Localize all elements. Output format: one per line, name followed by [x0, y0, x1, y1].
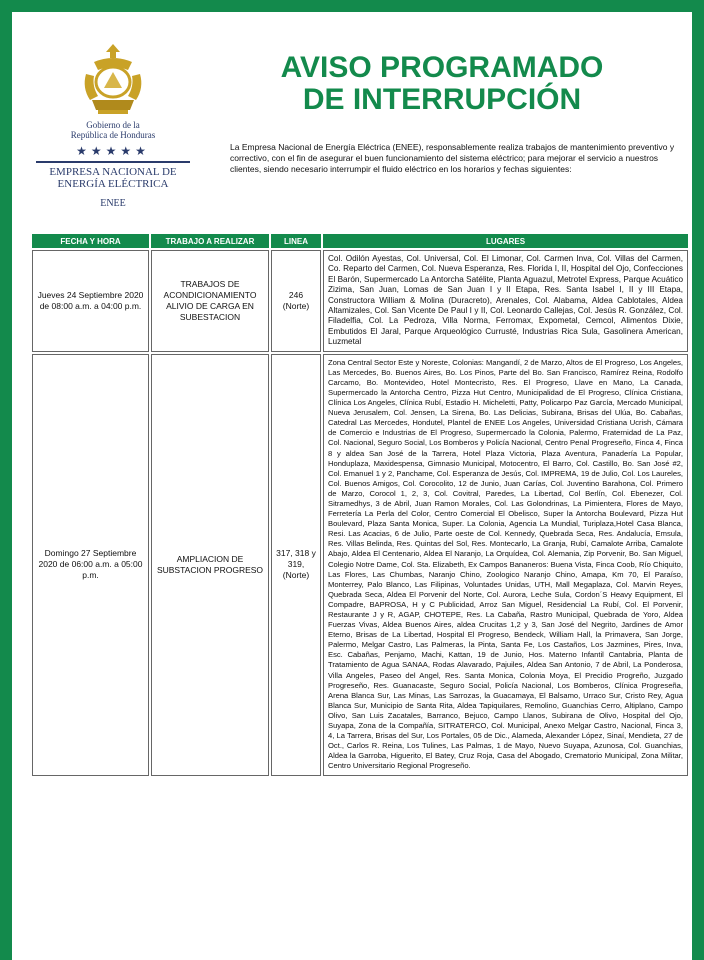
company-line-2: ENERGÍA ELÉCTRICA	[57, 178, 169, 190]
gov-line-2: República de Honduras	[70, 130, 156, 140]
stars-icon: ★★★★★	[76, 144, 150, 158]
row-work: AMPLIACION DE SUBSTACION PROGRESO	[151, 354, 269, 776]
title-line-1: AVISO PROGRAMADO	[280, 51, 604, 84]
row-line: 317, 318 y 319, (Norte)	[271, 354, 321, 776]
title-line-2: DE INTERRUPCIÓN	[302, 83, 582, 116]
schedule-table	[30, 232, 690, 778]
logo-divider	[36, 161, 190, 163]
company-name	[28, 166, 198, 190]
enee-logo	[28, 40, 198, 209]
row-places: Zona Central Sector Este y Noreste, Colonias: Mangandí, 2 de Marzo, Altos de El Progreso, Los Angeles, Las Mercedes, Bo. Buenos Aires, Bo. Los Pinos, Parte del Bo. San Francisco, Ramírez Reina, Rodolfo Carcamo, Bo. Montevideo, Hotel Montecristo, Res. El Progreso, Llave en Mano, La Canada, Supermercado la Antorcha Centro, Pizza Hut Centro, Municipalidad de El Progreso, Clínica Cristiana, Clínica Los Angeles, Clínica Rubí, Estadio H. Micheletti, Patty, Policarpo Paz García, Mercado Municipal, Nueva Jerusalem, Col. Jensen, La Sirena, Bo. Las Delicias, Subirana, Brisas del Ulúa, Bo. Cabañas, Catedral Las Mercedes, Hondutel, Plantel de ENEE Los Angeles, Universidad Cristiana Ucrish, Cámara de Comercio e Industrias de El Progreso, Supermercado la Colonia, Palermo, Fraternidad de La Paz, Col. Nacional, Seguro Social, Los Bomberos y Policía Nacional, Centro Penal Progreseño, Finca 4, Finca 8 y aldea San José de la Tarrera, Hotel Plaza Victoria, Plaza Aventura, Panadería La Popular, Honduplaza, Maxidespensa, Gimnasio Municipal, Motocentro, El Barro, Col. Castillo, Bo. San José #2, Col. Emanuel 1 y 2, Panchame, Col. Esperanza de Jesús, Col. IMPREMA, 19 de Julio, Col. Los Laureles, Col. Buenos Amigos, Col. Corocolito, 12 de Junio, Juan Carías, Col. Juventino Barahona, Col. Primero de Marzo, Corocol 1, 2, 3, Col. Covitral, Paredes, La Libertad, Col Berlín, Col. Ebenezer, Col. Sitramedhys, 3 de Abril, Juan Ramon Morales, Col. Las Golondrinas, La Pimientera, Flores de Mayo, Ferretería La Perla del Color, Centro Comercial El Obelisco, Super la Antorcha Boulevard, Pizza Hut Boulevard, Plaza Santa Monica, Super. La Colonia, Agencia La Mundial, Turiplaza,Hotel Casa Blanca, Resi. Las Acacias, 6 de Julio, Parte oeste de Col. Kennedy, Quebrada Seca, Res. Andalucía, Emsula, Res. Villas Belinda, Res. Quintas del Sol, Res. Montecarlo, La Granja, Rubí, Camalote Arriba, Camalote Abajo, Aldea El Centenario, Aldea El Naranjo, La Orquídea, Col. Alemania, Zip Porvenir, Bo. San Miguel, Colegio Notre Dame, Col. Sta. Elizabeth, Ex Campos Bananeros: Buena Vista, Finca Coob, Río Chiquito, Las Flores, Las Chumbas, Naranjo Chino, Zoologico Naranjo Chino, Amapa, Km 70, El Paraíso, Monterrey, Palo Blanco, Las Filipinas, Voluntades Unidas, UTH, Mall Megaplaza, Col. Marvin Reyes, Quebrada Seca, Aldea El Porvenir del Norte, Col. Aurora, Leche Sula, Cordon´S Heavy Equipment, El Compadre, BAPROSA, H y C Publicidad, Arroz San Miguel, Residencial La Rubí, Col. El Porvenir, Restaurante J y R, AGAP, CHOTEPE, Res. La Cabaña, Rastro Municipal, Quebrada de Yoro, Aldea Fuerzas Vivas, Aldea Buenos Aires, aldea Crucitas 1,2 y 3, San José del Negrito, Jardines de Amor Eterno, Brisas de La Libertad, Hospital El Progreso, Bendeck, William Hall, la Primavera, San Jorge, Palermo, Melgar Castro, Las Palmeras, la Pinta, Santa Fe, Los Castaños, Los Jazmines, Pires, Inva, Esc. Cabañas, Penjamo, Machi, Kattan, 19 de Junio, Hos. Materno Infantil Cantabria, Planta de Tratamiento de Agua SANAA, Rodas Alavarado, Pajuiles, Aldea San Antonio, 7 de Abril, La Ponderosa, Villa Angeles, Paseo del Angel, Res. Santa Monica, Colonia Moya, El Precidio Progreño, Juzgado Progreseño, Res. Guanacaste, Seguro Social, Policía Nacional, Los Bomberos, Clínica Progreseña, Arena Blanca Sur, Las Minas, Las Sarrozas, la Guacamaya, El Balsamo, Urraco Sur, Cristo Rey, Agua Blanca Sur, Municipio de Santa Rita, Aldea Tapiquilares, Remolino, Guanchias Cerro, Altiplano, Campo Olivo, San Luis Zacatales, Barranco, Bejuco, Campo Llanos, Subirana de Olivo, Hospital del Ojo, Suyapa, Zona de la Compañía, SITRATERCO, Col. Municipal, Anexo Melgar Castro, Nacional, Finca 3, 4, La Tarrera, Brisas del Sur, Los Portales, 05 de Dic., Alameda, Alexander López, Sinaí, Mendieta, 27 de Oct., Carlos R. Reina, Los Tulines, Las Palmas, 1 de Mayo, Nuevo Suyapa, Azunosa, Col. Guanchias, Aldea la Garroba, Higuerito, El Batey, Cruz Roja, Casa del Abogado, Crematorio Municipal, Zona Militar, Centro Universitario Regional Progreseño.	[323, 354, 688, 776]
header-work: TRABAJO A REALIZAR	[151, 234, 269, 248]
table-header-row	[32, 234, 688, 248]
header-line: LINEA	[271, 234, 321, 248]
row-work: TRABAJOS DE ACONDICIONAMIENTO ALIVIO DE CARGA EN SUBESTACION	[151, 250, 269, 352]
table-row	[32, 354, 688, 776]
government-label	[28, 120, 198, 140]
header-date: FECHA Y HORA	[32, 234, 149, 248]
company-abbreviation: ENEE	[100, 198, 126, 209]
gov-line-1: Gobierno de la	[86, 120, 140, 130]
row-places: Col. Odilón Ayestas, Col. Universal, Col. El Limonar, Col. Carmen Inva, Col. Villas del Carmen, Co. Reparto del Carmen, Col. Nueva Esperanza, Res. Florida I, II, Hospital del Ojo, Confecciones El Barón, Supermercado La Antorcha Satélite, Planta Aguazul, Metrotel Express, Parque Acuático Zizima, San Juan, Lomas de San Juan I y II Etapa, Res. Santa Isabel I, II y III Etapa, Constructora William & Molina (Duracreto), Arenales, Col. Alabama, Aldea Cablotales, Aldea Altamizales, Col. San Vicente De Paul I y II, Col. Leonardo Callejas, Col. Jesús R. González, Col. Filadelfia, Col. La Pedroza, Villa Norma, Ferromax, Expometal, Cemcol, Alimentos Dixie, Embutidos El Jaral, Parque Arqueológico Currusté, Industrias Rica Sula, Gasolinera American, Luzmetal	[323, 250, 688, 352]
row-date: Jueves 24 Septiembre 2020 de 08:00 a.m. a 04:00 p.m.	[32, 250, 149, 352]
table-row	[32, 250, 688, 352]
notice-sheet	[12, 12, 692, 960]
notice-title	[212, 52, 672, 116]
row-date: Domingo 27 Septiembre 2020 de 06:00 a.m. a 05:00 p.m.	[32, 354, 149, 776]
company-line-1: EMPRESA NACIONAL DE	[49, 166, 177, 178]
coat-of-arms-icon	[76, 40, 150, 116]
intro-paragraph: La Empresa Nacional de Energía Eléctrica (ENEE), responsablemente realiza trabajos de mantenimiento preventivo y correctivo, con el fin de asegurar el buen funcionamiento del sistema eléctrico; para mejorar el servicio a nuestros clientes, siendo necesario interrumpir el fluido eléctrico en los horarios y fechas siguientes:	[230, 142, 675, 174]
header-places: LUGARES	[323, 234, 688, 248]
row-line: 246 (Norte)	[271, 250, 321, 352]
